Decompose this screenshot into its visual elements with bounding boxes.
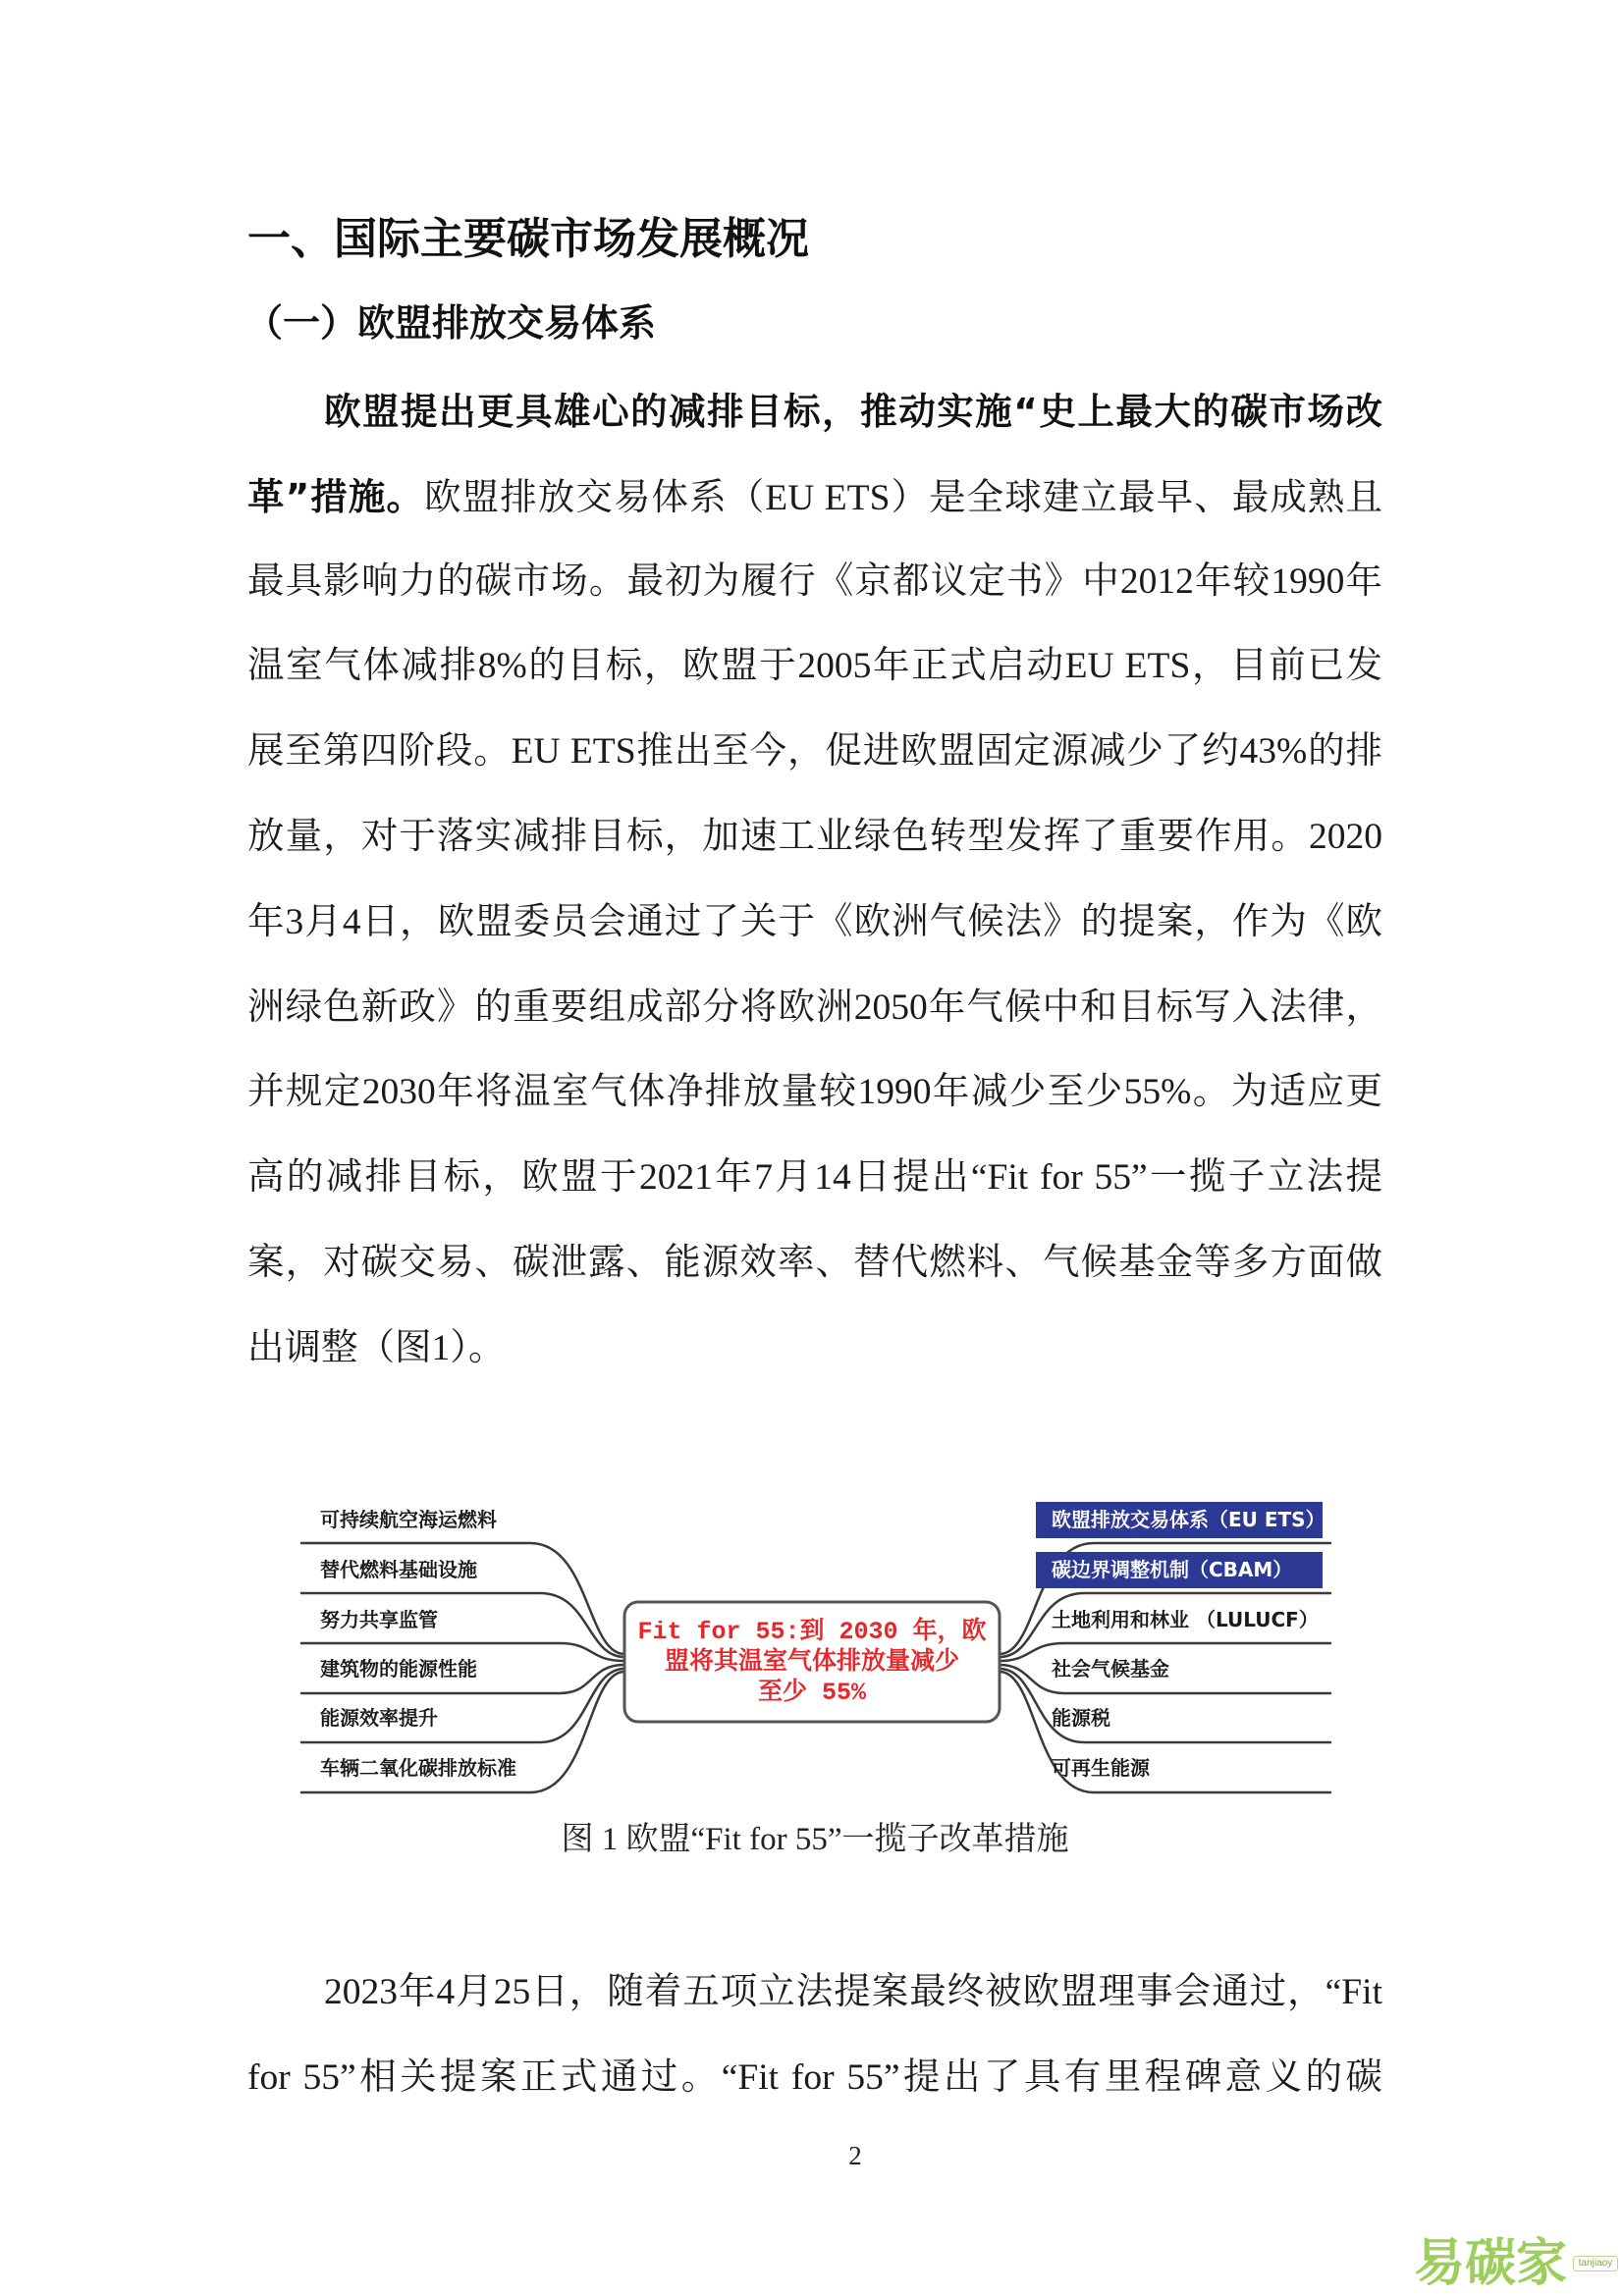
body-line: 案，对碳交易、碳泄露、能源效率、替代燃料、气候基金等多方面做	[247, 1242, 1382, 1283]
body-line: 并规定2030年将温室气体净排放量较1990年减少至少55%。为适应更	[247, 1072, 1382, 1113]
body-line: for 55”相关提案正式通过。“Fit for 55”提出了具有里程碑意义的碳	[247, 2056, 1382, 2098]
figure-caption: 图 1 欧盟“Fit for 55”一揽子改革措施	[561, 1822, 1069, 1857]
central-node-line: 至少 55%	[757, 1679, 866, 1707]
body-line: 洲绿色新政》的重要组成部分将欧洲2050年气候中和目标写入法律，	[247, 987, 1382, 1028]
body-line: 放量，对于落实减排目标，加速工业绿色转型发挥了重要作用。2020	[247, 816, 1382, 857]
left-branch-label: 努力共享监管	[320, 1608, 438, 1631]
central-node-line: 盟将其温室气体排放量减少	[664, 1648, 959, 1677]
right-branch-label-highlighted: 欧盟排放交易体系（EU ETS）	[1036, 1502, 1323, 1538]
body-line	[247, 454, 1382, 540]
left-branch-label: 建筑物的能源性能	[320, 1657, 477, 1681]
subsection-heading: （一）欧盟排放交易体系	[245, 301, 657, 345]
body-line: 展至第四阶段。EU ETS推出至今，促进欧盟固定源减少了约43%的排	[247, 731, 1382, 773]
page-number: 2	[848, 2141, 862, 2170]
section-heading: 一、国际主要碳市场发展概况	[247, 214, 809, 264]
central-node-text	[624, 1617, 1000, 1708]
left-branch-label: 可持续航空海运燃料	[320, 1508, 497, 1531]
left-branch-label: 车辆二氧化碳排放标准	[320, 1756, 516, 1780]
left-branch-label: 替代燃料基础设施	[320, 1558, 477, 1581]
body-line: 高的减排目标，欧盟于2021年7月14日提出“Fit for 55”一揽子立法提	[247, 1157, 1382, 1199]
central-node-line: Fit for 55:到 2030 年，欧	[637, 1618, 987, 1646]
body-line: 2023年4月25日，随着五项立法提案最终被欧盟理事会通过，“Fit	[324, 1972, 1382, 2012]
right-branch-label: 土地利用和林业 （LULUCF）	[1052, 1608, 1319, 1631]
body-line	[247, 369, 1382, 454]
watermark-logo: 易碳家	[1414, 2234, 1568, 2293]
lead-sentence: 革”措施。	[247, 474, 425, 518]
body-line: 年3月4日，欧盟委员会通过了关于《欧洲气候法》的提案，作为《欧	[247, 901, 1382, 942]
body-line: 出调整（图1）。	[247, 1327, 506, 1368]
body-line: 温室气体减排8%的目标，欧盟于2005年正式启动EU ETS，目前已发	[247, 646, 1382, 687]
body-text: 欧盟排放交易体系（EU ETS）是全球建立最早、最成熟且	[424, 477, 1382, 518]
body-paragraph-fit-for-55	[247, 1950, 1382, 2121]
right-branch-label: 可再生能源	[1052, 1756, 1150, 1780]
lead-sentence: 欧盟提出更具雄心的减排目标，推动实施“史上最大的碳市场改	[324, 390, 1382, 433]
body-paragraph-eu-ets	[247, 369, 1382, 1392]
right-branch-label: 能源税	[1052, 1706, 1110, 1730]
watermark-site-tag: tanjiaoy	[1573, 2256, 1618, 2271]
left-branch-label: 能源效率提升	[320, 1706, 438, 1730]
right-branch-label: 社会气候基金	[1052, 1657, 1169, 1681]
right-branch-label-highlighted: 碳边界调整机制（CBAM）	[1036, 1552, 1323, 1588]
body-line: 最具影响力的碳市场。最初为履行《京都议定书》中2012年较1990年	[247, 561, 1382, 602]
